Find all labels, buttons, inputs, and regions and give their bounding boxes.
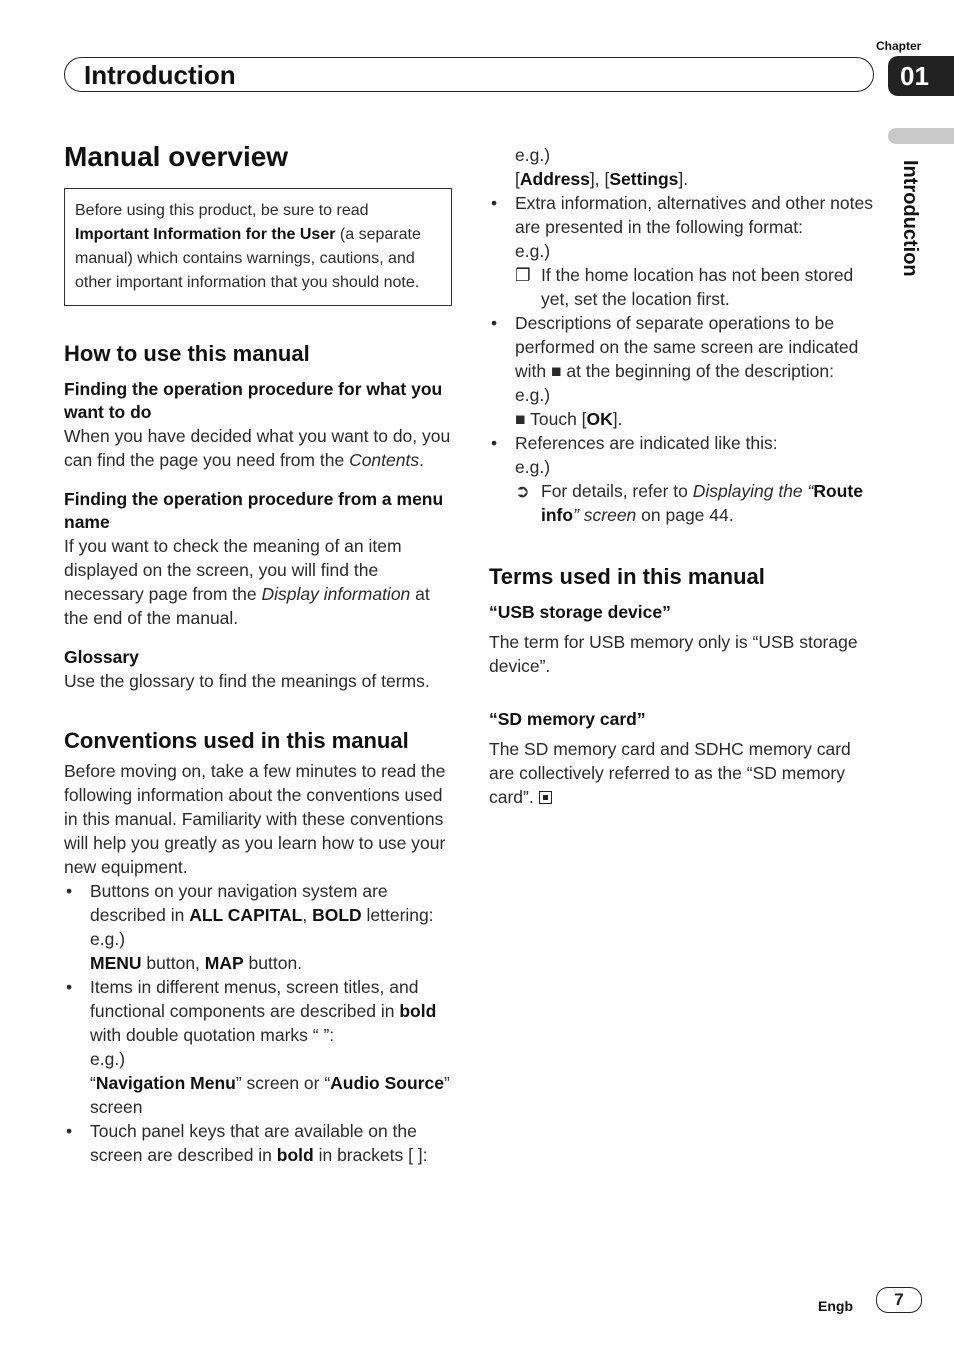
conventions-bullet-notes: • Extra information, alternatives and other notes are presented in the following format: e.g.) ❐ If the home location has not been stored yet, set the location first.	[489, 191, 879, 311]
glossary-heading: Glossary	[64, 647, 139, 667]
right-column	[489, 143, 879, 809]
conventions-heading: Conventions used in this manual	[64, 728, 409, 753]
term-sd-heading: “SD memory card”	[489, 709, 646, 729]
term-usb-heading: “USB storage device”	[489, 602, 671, 622]
end-of-section-icon	[539, 791, 552, 804]
conventions-bullet-touch-keys: • Touch panel keys that are available on the screen are described in bold in brackets [ ]:	[64, 1119, 452, 1167]
glossary-text: Use the glossary to find the meanings of terms.	[64, 671, 430, 691]
how-to-sub1-heading: Finding the operation procedure for what you want to do	[64, 379, 443, 422]
conventions-bullet-items: • Items in different menus, screen titles, and functional components are described in bold with double quotation marks “ ”: e.g.) “Navigation Menu” screen or “Audio Source” screen	[64, 975, 452, 1119]
page-number: 7	[876, 1287, 922, 1313]
note-box-icon: ❐	[515, 265, 531, 285]
note-example: ❐ If the home location has not been stored yet, set the location first.	[515, 265, 854, 309]
important-note-box	[64, 188, 452, 306]
side-tab-marker	[888, 128, 954, 144]
conventions-bullet-operations: • Descriptions of separate operations to be performed on the same screen are indicated with ■ at the beginning of the description: e.g.) ■ Touch [OK].	[489, 311, 879, 431]
term-sd-text: The SD memory card and SDHC memory card are collectively referred to as the “SD memory card”.	[489, 739, 851, 807]
how-to-sub2-heading: Finding the operation procedure from a menu name	[64, 489, 444, 532]
term-usb-text: The term for USB memory only is “USB storage device”.	[489, 632, 858, 676]
conventions-bullet-buttons: • Buttons on your navigation system are described in ALL CAPITAL, BOLD lettering: e.g.) MENU button, MAP button.	[64, 879, 452, 975]
touch-keys-example: e.g.) [Address], [Settings].	[515, 145, 689, 189]
conventions-bullet-references: • References are indicated like this: e.g.) ➲ For details, refer to Displaying the “Route info” screen on page 44.	[489, 431, 879, 527]
how-to-sub1-text: When you have decided what you want to do, you can find the page you need from the Contents.	[64, 426, 451, 470]
section-title: Introduction	[84, 60, 236, 90]
note-text-post: (a separate manual) which contains warnings, cautions, and other important information that you should note.	[75, 226, 421, 291]
footer-language-code: Engb	[818, 1298, 853, 1314]
chapter-number-badge: 01	[888, 56, 954, 96]
how-to-heading: How to use this manual	[64, 341, 310, 366]
note-text-pre: Before using this product, be sure to read	[75, 202, 369, 219]
reference-arrow-icon: ➲	[515, 481, 530, 501]
note-text-bold: Important Information for the User	[75, 226, 336, 243]
terms-heading: Terms used in this manual	[489, 564, 765, 589]
chapter-label: Chapter	[876, 39, 922, 53]
page-title: Manual overview	[64, 141, 289, 172]
how-to-sub2-text: If you want to check the meaning of an item displayed on the screen, you will find the necessary page from the Display information at the end of the manual.	[64, 536, 430, 628]
reference-example: ➲ For details, refer to Displaying the “Route info” screen on page 44.	[515, 481, 863, 525]
side-section-label: Introduction	[899, 160, 921, 277]
left-column	[64, 140, 452, 1167]
conventions-intro: Before moving on, take a few minutes to read the following information about the conventions used in this manual. Familiarity with these conventions will help you greatly as you learn how to use your new equipment.	[64, 761, 446, 877]
